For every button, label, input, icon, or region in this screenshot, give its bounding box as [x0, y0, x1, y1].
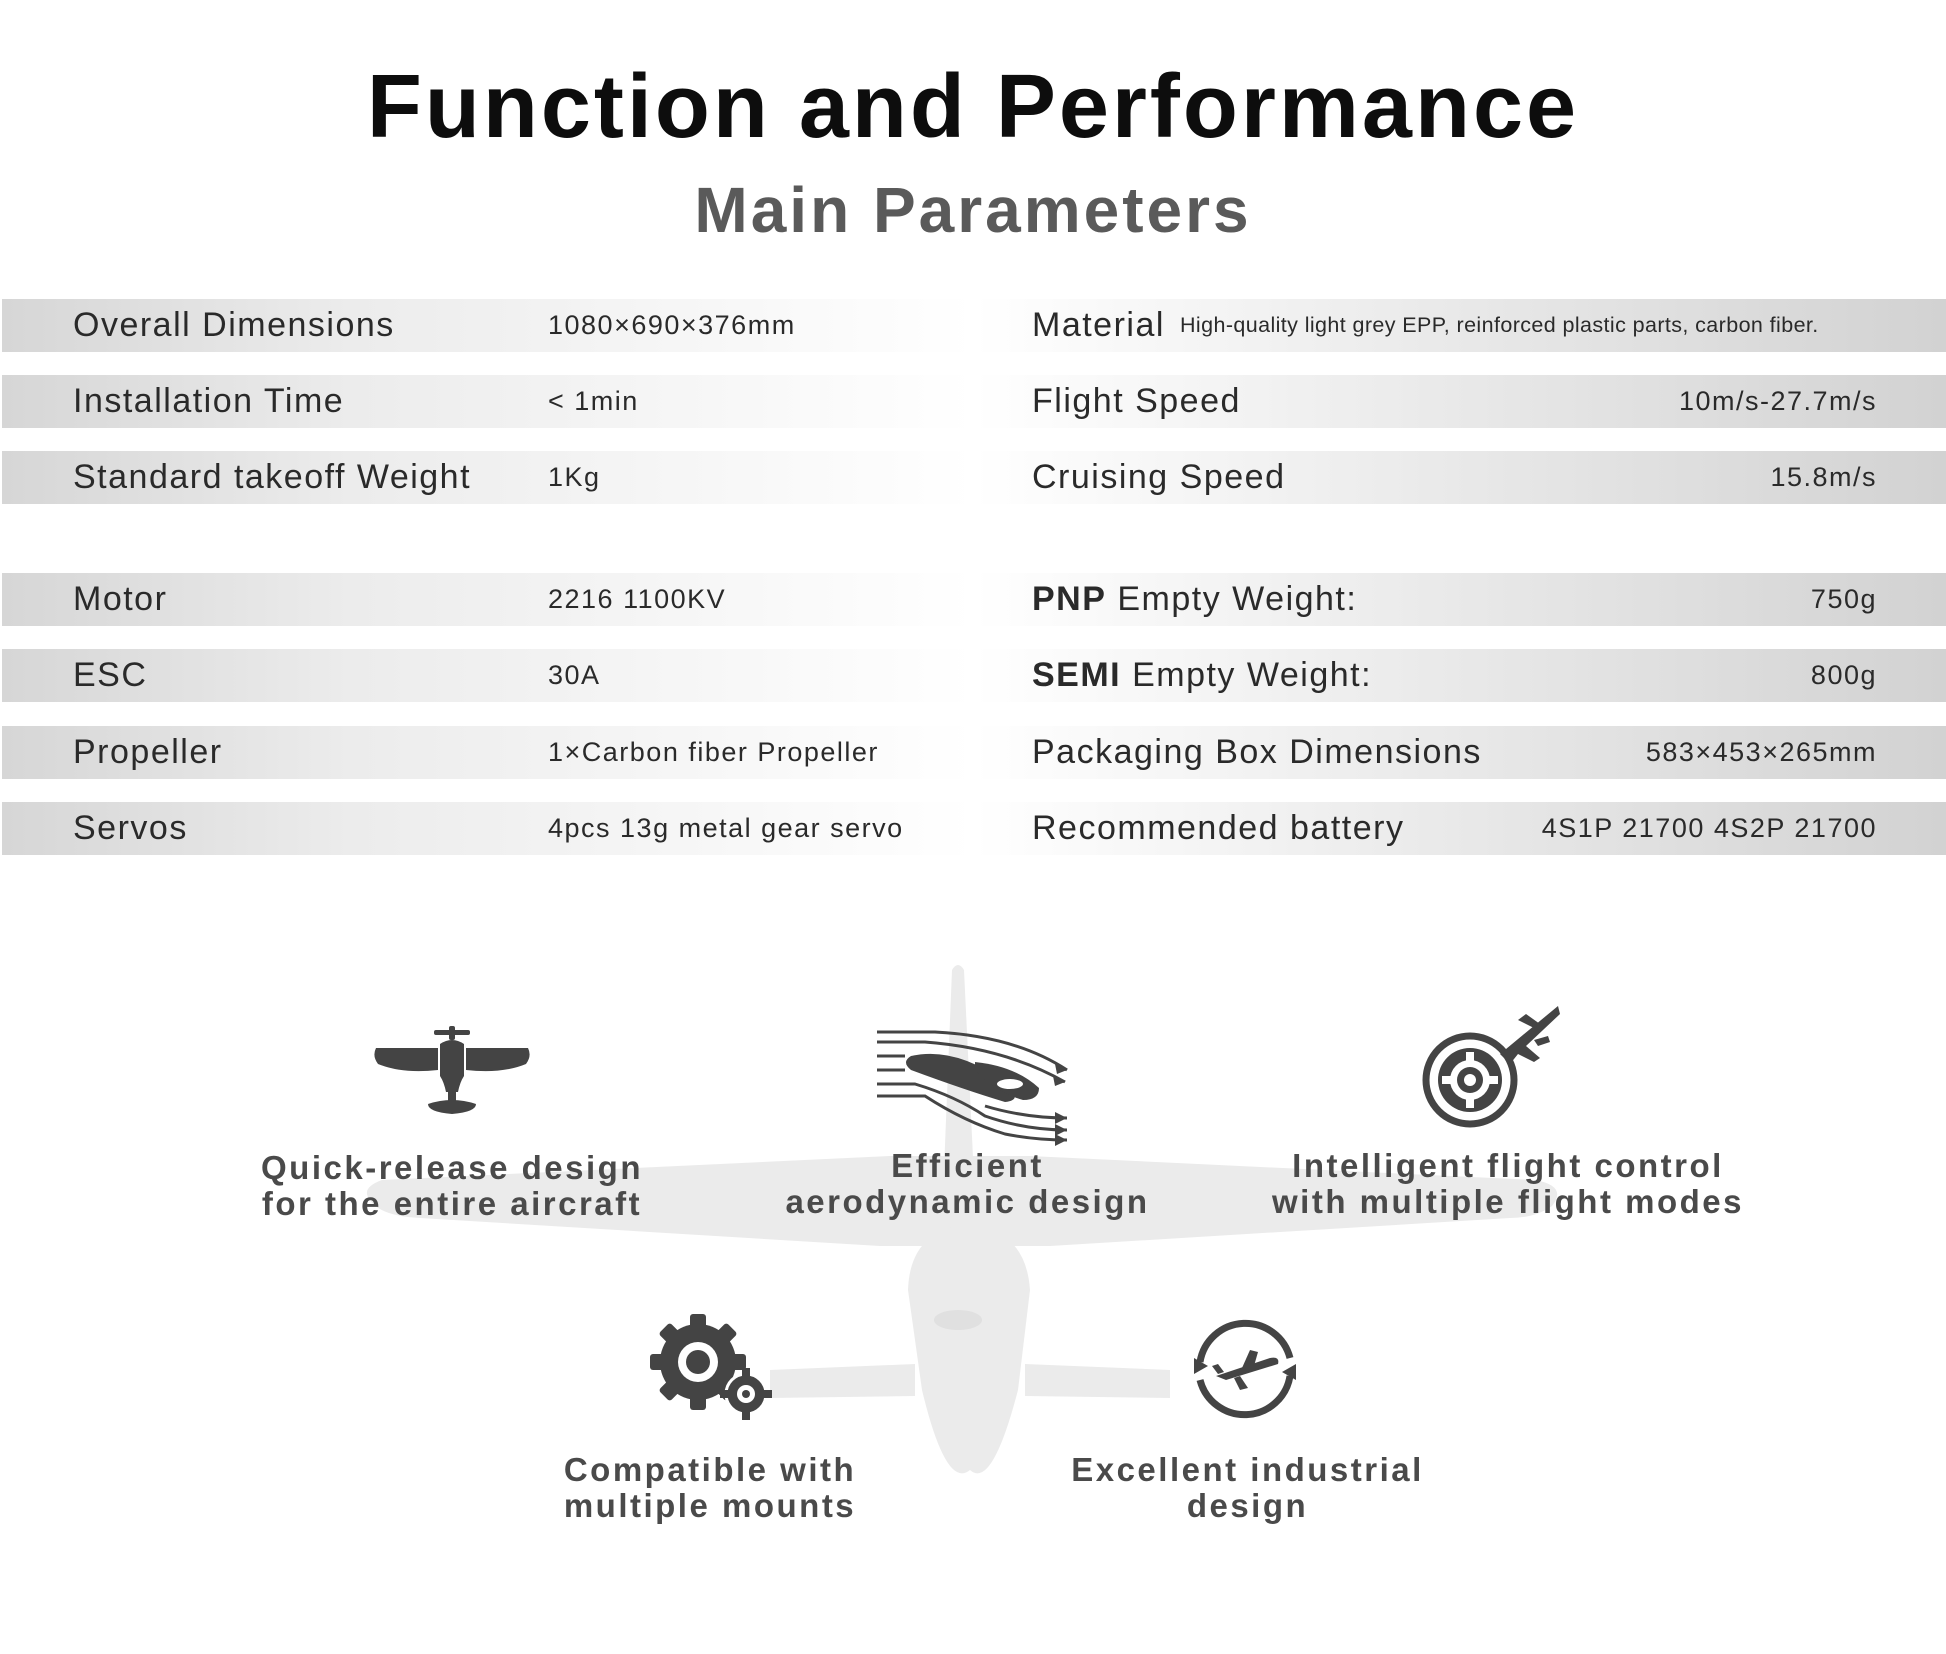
param-label: Cruising Speed: [1032, 458, 1286, 496]
page-subtitle: Main Parameters: [694, 174, 1252, 246]
param-value: 800g: [1810, 660, 1877, 690]
param-label: [1032, 649, 1372, 702]
param-value: 750g: [1810, 584, 1877, 614]
feature-text-line: aerodynamic design: [785, 1183, 1150, 1220]
param-row: [2, 299, 1946, 352]
feature-quick-release: [260, 1150, 644, 1222]
feature-mounts: [560, 1452, 860, 1524]
param-value: < 1min: [548, 386, 639, 416]
param-label: Motor: [73, 580, 168, 618]
feature-text-line: with multiple flight modes: [1272, 1183, 1744, 1220]
page-title: Function and Performance: [366, 57, 1580, 157]
param-label-text: Empty Weight:: [1132, 656, 1373, 694]
param-label: Packaging Box Dimensions: [1032, 733, 1482, 771]
param-value: 583×453×265mm: [1645, 737, 1877, 767]
param-row: [2, 451, 1946, 504]
param-label: Servos: [73, 809, 188, 847]
param-value: 4S1P 21700 4S2P 21700: [1541, 813, 1877, 843]
param-label-text: Empty Weight:: [1117, 580, 1358, 618]
feature-text-line: multiple mounts: [563, 1487, 857, 1524]
aircraft-icon: [372, 1026, 532, 1116]
param-label: Flight Speed: [1032, 382, 1241, 420]
airflow-icon: [875, 1026, 1075, 1146]
param-label: Overall Dimensions: [73, 306, 395, 344]
feature-text-line: Efficient: [891, 1147, 1044, 1184]
param-row: [2, 375, 1946, 428]
feature-aerodynamic: [780, 1148, 1155, 1220]
gear-plane-icon: [1422, 1006, 1562, 1136]
param-row: [2, 726, 1946, 779]
param-value: 15.8m/s: [1770, 462, 1877, 492]
feature-text-line: Excellent industrial: [1071, 1451, 1424, 1488]
param-value: 1×Carbon fiber Propeller: [548, 737, 879, 767]
param-value: 1080×690×376mm: [548, 310, 796, 340]
param-label: Propeller: [73, 733, 223, 771]
param-value: High-quality light grey EPP, reinforced plastic parts, carbon fiber.: [1180, 313, 1819, 337]
param-label: Recommended battery: [1032, 809, 1405, 847]
feature-text-line: design: [1186, 1487, 1309, 1524]
param-value: 4pcs 13g metal gear servo: [548, 813, 904, 843]
feature-flight-control: [1268, 1148, 1748, 1220]
param-label: [1032, 573, 1357, 626]
feature-industrial: [1060, 1452, 1435, 1524]
feature-text-line: for the entire aircraft: [261, 1185, 643, 1222]
circle-plane-icon: [1190, 1314, 1300, 1424]
param-label: Material: [1032, 306, 1165, 344]
param-label-prefix: PNP: [1032, 580, 1107, 618]
param-label: Installation Time: [73, 382, 345, 420]
param-value: 30A: [548, 660, 601, 690]
gears-icon: [646, 1310, 776, 1420]
param-label: ESC: [73, 656, 148, 694]
feature-text-line: Compatible with: [563, 1451, 857, 1488]
feature-text-line: Intelligent flight control: [1292, 1147, 1724, 1184]
param-label: Standard takeoff Weight: [73, 458, 472, 496]
param-value: 2216 1100KV: [548, 584, 727, 614]
param-row: [2, 802, 1946, 855]
param-row: [2, 573, 1946, 626]
feature-text-line: Quick-release design: [261, 1149, 643, 1186]
param-row: [2, 649, 1946, 702]
param-value: 10m/s-27.7m/s: [1678, 386, 1877, 416]
param-label-prefix: SEMI: [1032, 656, 1122, 694]
param-value: 1Kg: [548, 462, 601, 492]
